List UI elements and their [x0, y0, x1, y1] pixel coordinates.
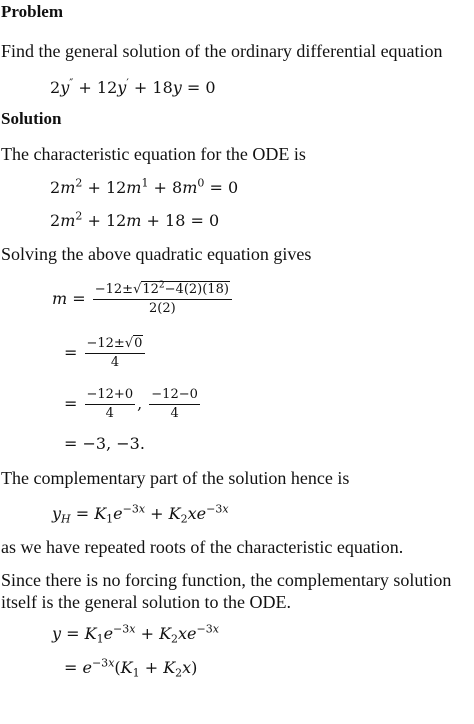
root-step-1: = $\frac{-12\pm√0}{4}$ [64, 333, 147, 373]
problem-text: Find the general solution of the ordinary differential equation [1, 41, 443, 61]
complementary-text: The complementary part of the solution hence is [1, 468, 350, 488]
char-equation-1: $2m^2 + 12m^1 + 8m^0 = 0$ [50, 176, 239, 197]
problem-heading: Problem [1, 2, 64, 21]
char-equation-2: $2m^2 + 12m + 18 = 0$ [50, 209, 220, 230]
forcing-text-line2: itself is the general solution to the ODE. [1, 592, 291, 612]
forcing-text-line1: Since there is no forcing function, the complementary solution [1, 570, 452, 590]
char-eq-intro: The characteristic equation for the ODE is [1, 144, 306, 164]
ode-equation: 2y″ + 12y′ + 18y = 0 [50, 76, 216, 97]
complementary-solution: $y_H = K_1e^{-3x} + K_2xe^{-3x}$ [52, 502, 229, 526]
general-solution-factored: = $e^{-3x}(K_1 + K_2x)$ [64, 656, 198, 680]
solving-text: Solving the above quadratic equation gives [1, 244, 312, 264]
repeated-roots-text: as we have repeated roots of the characteristic equation. [1, 537, 404, 557]
roots-value: = −3, −3. [64, 434, 145, 453]
quadratic-formula: m = $\frac{-12\pm√12^2-4(2)(18)}{2(2)}$ [52, 279, 234, 319]
root-step-2: = $\frac{-12+0}{4}$ , $\frac{-12-0}{4}$ [64, 387, 198, 421]
solution-heading: Solution [1, 109, 62, 128]
general-solution: $y = K_1e^{-3x} + K_2xe^{-3x}$ [52, 622, 219, 646]
